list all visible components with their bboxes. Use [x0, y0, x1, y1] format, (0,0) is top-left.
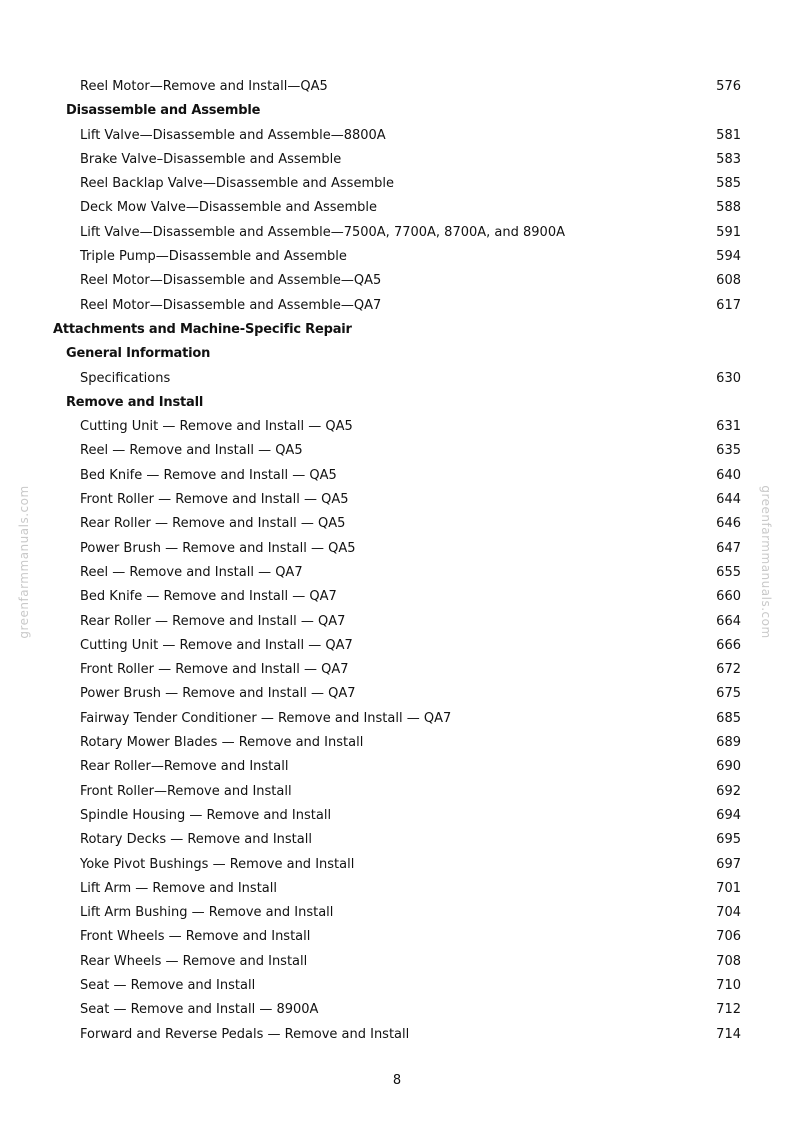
watermark-right: greenfarmmanuals.com: [759, 485, 773, 639]
toc-entry[interactable]: [0, 853, 794, 877]
toc-entry[interactable]: [0, 561, 794, 585]
watermark-left: greenfarmmanuals.com: [17, 485, 31, 639]
toc-entry-page-number: 630: [716, 370, 741, 386]
toc-entry-title: Lift Valve—Disassemble and Assemble—8800A: [80, 127, 386, 143]
toc-entry[interactable]: [0, 124, 794, 148]
toc-entry-title: Power Brush — Remove and Install — QA7: [80, 686, 356, 702]
toc-entry-page-number: 675: [716, 686, 741, 702]
toc-entry-page-number: 635: [716, 443, 741, 459]
toc-entry[interactable]: [0, 585, 794, 609]
toc-entry-page-number: 631: [716, 419, 741, 435]
toc-entry[interactable]: [0, 658, 794, 682]
toc-entry-page-number: 714: [716, 1026, 741, 1042]
toc-entry-page-number: 594: [716, 249, 741, 265]
toc-entry-title: Rear Roller—Remove and Install: [80, 759, 289, 775]
toc-entry[interactable]: [0, 682, 794, 706]
toc-entry[interactable]: [0, 828, 794, 852]
toc-entry[interactable]: [0, 780, 794, 804]
toc-entry[interactable]: [0, 172, 794, 196]
toc-entry[interactable]: [0, 488, 794, 512]
toc-entry-page-number: 694: [716, 807, 741, 823]
toc-entry-page-number: 617: [716, 297, 741, 313]
toc-entry-page-number: 640: [716, 467, 741, 483]
toc-entry-page-number: 588: [716, 200, 741, 216]
toc-entry-title: Power Brush — Remove and Install — QA5: [80, 540, 356, 556]
toc-entry-title: Rear Roller — Remove and Install — QA5: [80, 516, 346, 532]
toc-entry-title: Triple Pump—Disassemble and Assemble: [80, 249, 347, 265]
toc-entry[interactable]: [0, 901, 794, 925]
toc-entry-page-number: 666: [716, 637, 741, 653]
toc-entry-title: Front Wheels — Remove and Install: [80, 929, 311, 945]
toc-entry-title: Deck Mow Valve—Disassemble and Assemble: [80, 200, 378, 216]
toc-entry-title: Reel — Remove and Install — QA5: [80, 443, 303, 459]
toc-entry-page-number: 608: [716, 273, 741, 289]
toc-entry-page-number: 644: [716, 492, 741, 508]
toc-entry-page-number: 710: [716, 977, 741, 993]
toc-entry-title: Fairway Tender Conditioner — Remove and Install — QA7: [80, 710, 452, 726]
toc-entry-page-number: 712: [716, 1002, 741, 1018]
toc-entry-title: Lift Arm Bushing — Remove and Install: [80, 905, 334, 921]
toc-entry-page-number: 576: [716, 79, 741, 94]
toc-entry-title: Bed Knife — Remove and Install — QA5: [80, 467, 337, 483]
page-number: 8: [392, 1073, 402, 1088]
toc-section-heading: [0, 318, 794, 342]
toc-entry-title: Yoke Pivot Bushings — Remove and Install: [80, 856, 355, 872]
toc-entry[interactable]: [0, 269, 794, 293]
toc-entry-title: Rear Roller — Remove and Install — QA7: [80, 613, 346, 629]
toc-entry-title: General Information: [66, 346, 211, 362]
toc-entry-title: Disassemble and Assemble: [66, 103, 261, 119]
toc-entry[interactable]: [0, 75, 794, 99]
toc-section-heading: [0, 342, 794, 366]
toc-entry-page-number: 706: [716, 929, 741, 945]
toc-entry-title: Reel Motor—Remove and Install—QA5: [80, 79, 328, 94]
toc-entry-page-number: 708: [716, 953, 741, 969]
toc-entry-page-number: 585: [716, 176, 741, 192]
toc-entry-title: Lift Arm — Remove and Install: [80, 880, 277, 896]
toc-entry[interactable]: [0, 610, 794, 634]
toc-entry[interactable]: [0, 877, 794, 901]
toc-entry[interactable]: [0, 925, 794, 949]
toc-entry-title: Seat — Remove and Install: [80, 977, 256, 993]
toc-entry-page-number: 695: [716, 832, 741, 848]
toc-entry[interactable]: [0, 950, 794, 974]
toc-entry[interactable]: [0, 974, 794, 998]
toc-entry-title: Reel — Remove and Install — QA7: [80, 564, 303, 580]
toc-entry[interactable]: [0, 415, 794, 439]
toc-entry-title: Cutting Unit — Remove and Install — QA5: [80, 419, 353, 435]
toc-entry-title: Rotary Mower Blades — Remove and Install: [80, 735, 364, 751]
toc-entry-title: Reel Motor—Disassemble and Assemble—QA5: [80, 273, 382, 289]
toc-entry-page-number: 701: [716, 880, 741, 896]
toc-entry-title: Reel Motor—Disassemble and Assemble—QA7: [80, 297, 382, 313]
toc-entry-title: Remove and Install: [66, 394, 204, 410]
toc-entry-title: Lift Valve—Disassemble and Assemble—7500A, 7700A, 8700A, and 8900A: [80, 224, 565, 240]
toc-entry-page-number: 692: [716, 783, 741, 799]
toc-entry[interactable]: [0, 148, 794, 172]
table-of-contents: [0, 75, 794, 1047]
toc-entry-title: Spindle Housing — Remove and Install: [80, 807, 332, 823]
toc-entry[interactable]: [0, 196, 794, 220]
toc-section-heading: [0, 391, 794, 415]
toc-entry-page-number: 647: [716, 540, 741, 556]
toc-entry[interactable]: [0, 1023, 794, 1047]
toc-entry[interactable]: [0, 439, 794, 463]
toc-entry[interactable]: [0, 294, 794, 318]
toc-entry-page-number: 583: [716, 151, 741, 167]
toc-entry-title: Seat — Remove and Install — 8900A: [80, 1002, 319, 1018]
toc-entry-title: Rear Wheels — Remove and Install: [80, 953, 308, 969]
toc-entry-page-number: 672: [716, 662, 741, 678]
toc-entry-page-number: 646: [716, 516, 741, 532]
toc-entry-title: Rotary Decks — Remove and Install: [80, 832, 312, 848]
toc-entry-page-number: 685: [716, 710, 741, 726]
toc-entry[interactable]: [0, 367, 794, 391]
toc-entry[interactable]: [0, 537, 794, 561]
toc-entry-page-number: 664: [716, 613, 741, 629]
toc-entry-title: Cutting Unit — Remove and Install — QA7: [80, 637, 353, 653]
toc-entry[interactable]: [0, 804, 794, 828]
toc-entry[interactable]: [0, 707, 794, 731]
toc-entry[interactable]: [0, 221, 794, 245]
toc-entry-page-number: 704: [716, 905, 741, 921]
toc-entry-title: Front Roller—Remove and Install: [80, 783, 292, 799]
toc-entry[interactable]: [0, 731, 794, 755]
toc-entry-title: Bed Knife — Remove and Install — QA7: [80, 589, 337, 605]
toc-entry-page-number: 689: [716, 735, 741, 751]
toc-entry-title: Specifications: [80, 370, 171, 386]
toc-entry-title: Brake Valve–Disassemble and Assemble: [80, 151, 342, 167]
toc-entry-page-number: 655: [716, 564, 741, 580]
toc-entry[interactable]: [0, 245, 794, 269]
toc-entry-title: Front Roller — Remove and Install — QA5: [80, 492, 349, 508]
toc-entry-title: Forward and Reverse Pedals — Remove and Install: [80, 1026, 410, 1042]
toc-entry-page-number: 660: [716, 589, 741, 605]
toc-entry[interactable]: [0, 755, 794, 779]
toc-entry-page-number: 581: [716, 127, 741, 143]
toc-section-heading: [0, 99, 794, 123]
toc-entry-title: Attachments and Machine-Specific Repair: [53, 321, 352, 337]
toc-entry-title: Reel Backlap Valve—Disassemble and Assemble: [80, 176, 394, 192]
toc-entry[interactable]: [0, 998, 794, 1022]
toc-entry-page-number: 591: [716, 224, 741, 240]
toc-entry-page-number: 690: [716, 759, 741, 775]
toc-entry[interactable]: [0, 634, 794, 658]
toc-entry[interactable]: [0, 512, 794, 536]
toc-entry[interactable]: [0, 464, 794, 488]
toc-entry-page-number: 697: [716, 856, 741, 872]
toc-entry-title: Front Roller — Remove and Install — QA7: [80, 662, 349, 678]
